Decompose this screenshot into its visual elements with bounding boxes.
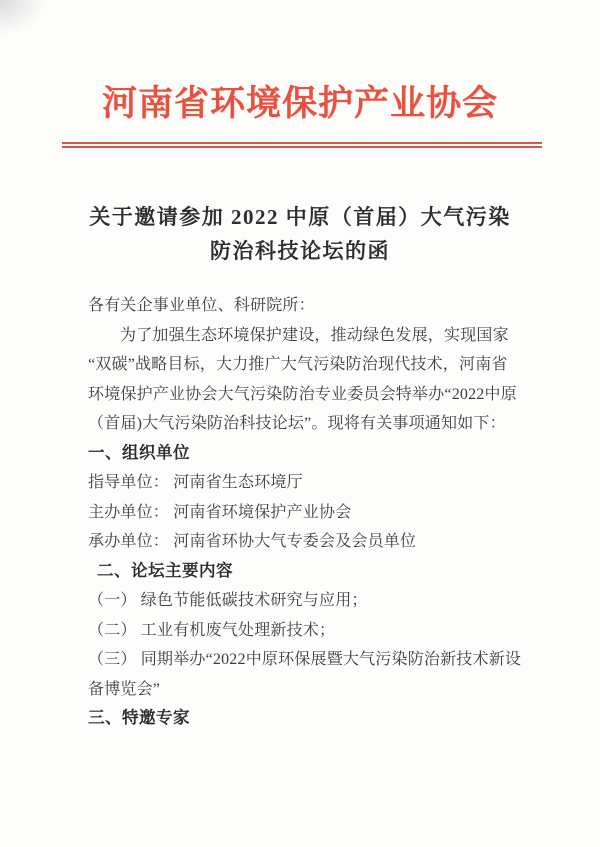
organizer-line: 指导单位： 河南省生态环境厅 (88, 474, 303, 491)
document-title-line2: 防治科技论坛的函 (210, 239, 390, 263)
forum-content-line: （一） 绿色节能低碳技术研究与应用； (88, 592, 368, 609)
intro-paragraph (88, 321, 520, 439)
forum-content-line: （三） 同期举办“2022中原环保展暨大气污染防治新技术新设 (88, 651, 522, 668)
org-name: 河南省环境保护产业协会 (101, 84, 498, 123)
document-title (0, 200, 600, 268)
organizer-line: 主办单位： 河南省环境保护产业协会 (88, 503, 352, 521)
section-forum-content (88, 557, 520, 705)
paragraph-line: “双碳”战略目标，大力推广大气污染防治现代技术，河南省 (88, 356, 508, 373)
organizer-line: 承办单位： 河南省环协大气专委会及会员单位 (88, 533, 417, 550)
document-title-line1: 关于邀请参加 2022 中原（首届）大气污染 (89, 205, 511, 229)
section-invited-experts (88, 704, 520, 734)
forum-content-line: 备博览会” (88, 680, 161, 698)
section-organizers (88, 439, 520, 557)
paragraph-line: 为了加强生态环境保护建设，推动绿色发展，实现国家 (120, 326, 509, 344)
section-organizers-heading: 一、组织单位 (88, 443, 190, 462)
letterhead-divider (62, 142, 542, 148)
letter-body (88, 291, 520, 734)
forum-content-line: （二） 工业有机废气处理新技术； (88, 621, 336, 639)
section-forum-content-heading: 二、论坛主要内容 (97, 561, 233, 580)
salutation: 各有关企事业单位、科研院所： (88, 297, 315, 314)
paragraph-line: 环境保护产业协会大气污染防治专业委员会特举办“2022中原 (88, 385, 517, 403)
section-invited-experts-heading: 三、特邀专家 (88, 709, 190, 727)
paragraph-line: （首届)大气污染防治科技论坛”。现将有关事项通知如下： (88, 415, 506, 432)
letterhead (0, 0, 600, 148)
